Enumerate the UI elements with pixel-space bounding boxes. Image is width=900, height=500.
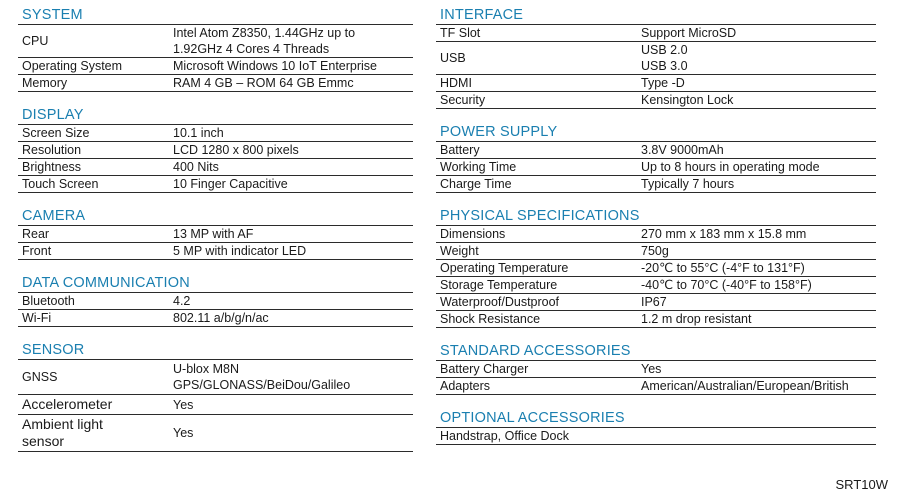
table-row [436, 428, 876, 445]
spec-key: Resolution [18, 142, 169, 159]
spec-value: LCD 1280 x 800 pixels [169, 142, 413, 159]
spec-value: 13 MP with AF [169, 226, 413, 243]
spec-key: GNSS [18, 360, 169, 395]
spec-key: USB [436, 42, 637, 75]
spec-value: Yes [169, 395, 413, 415]
table-row [18, 415, 413, 452]
spec-value: RAM 4 GB – ROM 64 GB Emmc [169, 75, 413, 92]
spec-key: Battery [436, 142, 637, 159]
table-row [436, 361, 876, 378]
section-system [18, 6, 413, 92]
spec-table [436, 360, 876, 395]
table-row [18, 142, 413, 159]
section-display [18, 106, 413, 193]
section-data-communication [18, 274, 413, 327]
spec-value-line: U-blox M8N [173, 362, 239, 376]
section-interface [436, 6, 876, 109]
spec-key: CPU [18, 25, 169, 58]
table-row [18, 159, 413, 176]
spec-table [436, 141, 876, 193]
section-power-supply [436, 123, 876, 193]
right-column [436, 6, 876, 445]
spec-value: 10.1 inch [169, 125, 413, 142]
spec-key: Bluetooth [18, 293, 169, 310]
spec-value-line: USB 3.0 [641, 59, 688, 73]
table-row [436, 226, 876, 243]
table-row [436, 294, 876, 311]
section-sensor [18, 341, 413, 452]
spec-key: Front [18, 243, 169, 260]
table-row [436, 260, 876, 277]
spec-value: 750g [637, 243, 876, 260]
spec-value: Kensington Lock [637, 92, 876, 109]
spec-value [169, 25, 413, 58]
spec-value: -20℃ to 55°C (-4°F to 131°F) [637, 260, 876, 277]
table-row [436, 142, 876, 159]
table-row [436, 176, 876, 193]
spec-value [637, 42, 876, 75]
spec-value: Type -D [637, 75, 876, 92]
spec-value: 400 Nits [169, 159, 413, 176]
section-title: STANDARD ACCESSORIES [440, 343, 631, 359]
table-row [436, 277, 876, 294]
table-row [436, 75, 876, 92]
table-row [436, 25, 876, 42]
section-title: DATA COMMUNICATION [22, 275, 190, 291]
table-row [18, 243, 413, 260]
table-row [436, 311, 876, 328]
table-row [18, 25, 413, 58]
spec-key: Accelerometer [18, 395, 169, 415]
section-title: PHYSICAL SPECIFICATIONS [440, 208, 640, 224]
spec-key: TF Slot [436, 25, 637, 42]
spec-key: Screen Size [18, 125, 169, 142]
section-title: DISPLAY [22, 107, 84, 123]
spec-value-line: GPS/GLONASS/BeiDou/Galileo [173, 378, 351, 392]
table-row [18, 125, 413, 142]
model-code: SRT10W [835, 477, 888, 492]
spec-key: Touch Screen [18, 176, 169, 193]
table-row [436, 159, 876, 176]
spec-key: Storage Temperature [436, 277, 637, 294]
table-row [18, 75, 413, 92]
section-camera [18, 207, 413, 260]
spec-value: 802.11 a/b/g/n/ac [169, 310, 413, 327]
spec-value: 3.8V 9000mAh [637, 142, 876, 159]
spec-value: 4.2 [169, 293, 413, 310]
spec-value-line: Intel Atom Z8350, 1.44GHz up to [173, 26, 356, 40]
spec-key: Rear [18, 226, 169, 243]
spec-key: Adapters [436, 378, 637, 395]
spec-value: Support MicroSD [637, 25, 876, 42]
spec-table [18, 359, 413, 452]
table-row [18, 310, 413, 327]
spec-value [169, 360, 413, 395]
spec-key: Handstrap, Office Dock [436, 428, 876, 445]
section-title: OPTIONAL ACCESSORIES [440, 410, 625, 426]
spec-key: Security [436, 92, 637, 109]
section-title: SENSOR [22, 342, 85, 358]
spec-key: Brightness [18, 159, 169, 176]
spec-key: Charge Time [436, 176, 637, 193]
table-row [18, 226, 413, 243]
spec-value: 5 MP with indicator LED [169, 243, 413, 260]
spec-table [436, 427, 876, 445]
spec-value: Yes [169, 415, 413, 452]
section-physical-specifications [436, 207, 876, 328]
spec-value: Typically 7 hours [637, 176, 876, 193]
table-row [436, 243, 876, 260]
spec-value: IP67 [637, 294, 876, 311]
table-row [18, 176, 413, 193]
spec-key: Operating System [18, 58, 169, 75]
section-optional-accessories [436, 409, 876, 445]
left-column [18, 6, 413, 452]
spec-table [18, 292, 413, 327]
spec-key-line: sensor [22, 433, 65, 449]
spec-key-line: Ambient light [22, 416, 103, 432]
spec-value: 10 Finger Capacitive [169, 176, 413, 193]
spec-key: Weight [436, 243, 637, 260]
table-row [18, 293, 413, 310]
spec-value: 270 mm x 183 mm x 15.8 mm [637, 226, 876, 243]
spec-key: Wi-Fi [18, 310, 169, 327]
table-row [436, 92, 876, 109]
spec-value-line: 1.92GHz 4 Cores 4 Threads [173, 42, 330, 56]
spec-value-line: USB 2.0 [641, 43, 688, 57]
spec-value: Up to 8 hours in operating mode [637, 159, 876, 176]
table-row [436, 378, 876, 395]
spec-table [18, 225, 413, 260]
spec-table [436, 24, 876, 109]
section-standard-accessories [436, 342, 876, 395]
spec-table [18, 24, 413, 92]
table-row [18, 360, 413, 395]
spec-value: Microsoft Windows 10 IoT Enterprise [169, 58, 413, 75]
spec-table [436, 225, 876, 328]
section-title: POWER SUPPLY [440, 124, 558, 140]
spec-key: Shock Resistance [436, 311, 637, 328]
spec-value: 1.2 m drop resistant [637, 311, 876, 328]
spec-key [18, 415, 169, 452]
spec-key: Dimensions [436, 226, 637, 243]
spec-value: Yes [637, 361, 876, 378]
table-row [18, 395, 413, 415]
spec-key: Waterproof/Dustproof [436, 294, 637, 311]
table-row [18, 58, 413, 75]
section-title: SYSTEM [22, 7, 83, 23]
spec-value: American/Australian/European/British [637, 378, 876, 395]
spec-key: Working Time [436, 159, 637, 176]
section-title: CAMERA [22, 208, 86, 224]
spec-key: Battery Charger [436, 361, 637, 378]
table-row [436, 42, 876, 75]
spec-table [18, 124, 413, 193]
spec-key: Memory [18, 75, 169, 92]
spec-value: -40℃ to 70°C (-40°F to 158°F) [637, 277, 876, 294]
section-title: INTERFACE [440, 7, 524, 23]
spec-key: HDMI [436, 75, 637, 92]
spec-key: Operating Temperature [436, 260, 637, 277]
